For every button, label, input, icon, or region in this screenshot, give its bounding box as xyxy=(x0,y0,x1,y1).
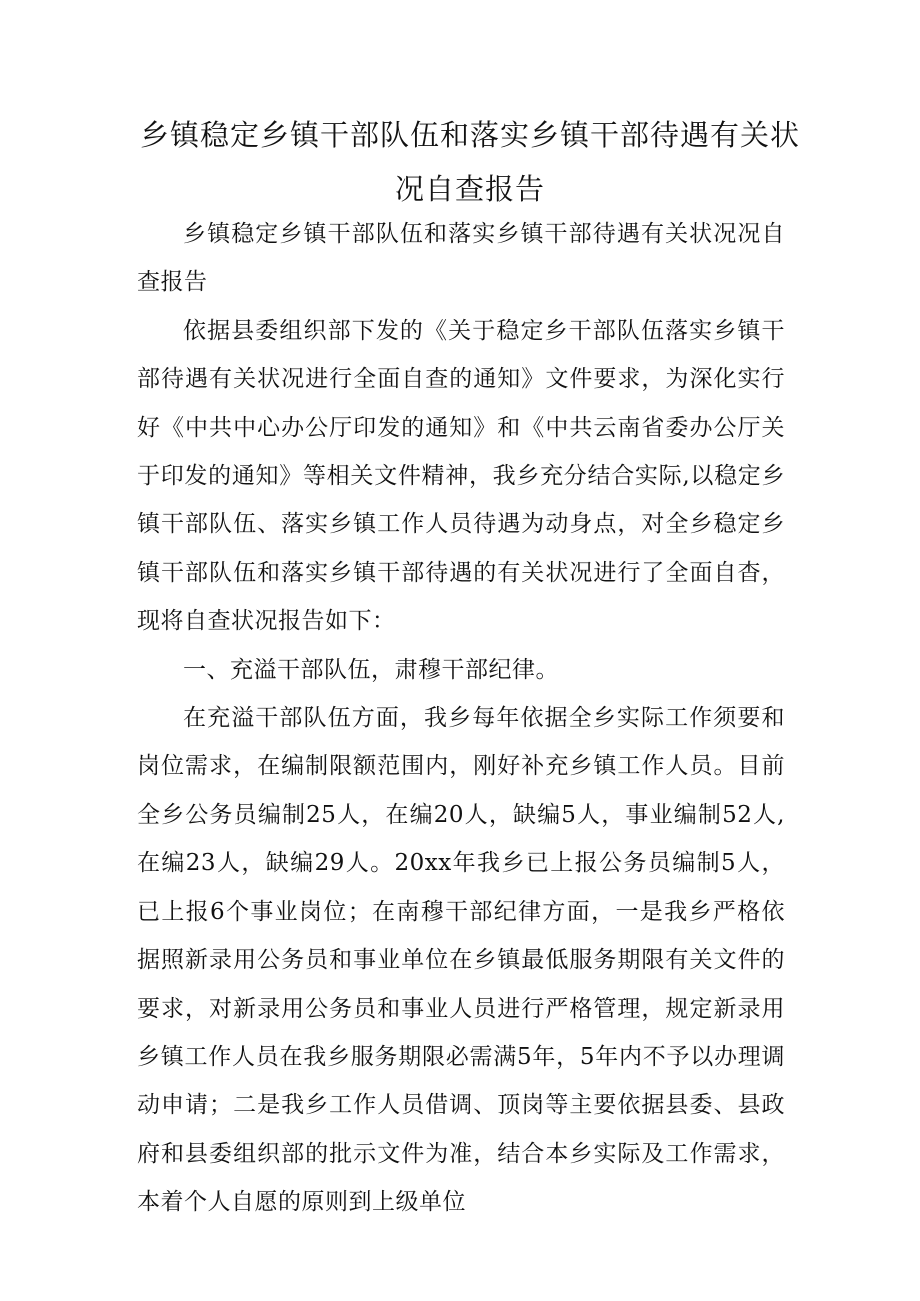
paragraph-intro: 依据县委组织部下发的《关于稳定乡干部队伍落实乡镇干部待遇有关状况进行全面自查的通知》文件要求，为深化实行好《中共中心办公厅印发的通知》和《中共云南省委办公厅关于印发的通知》等相关文件精神，我乡充分结合实际,以稳定乡镇干部队伍、落实乡镇工作人员待遇为动身点，对全乡稳定乡镇干部队伍和落实乡镇干部待遇的有关状况进行了全面自杳，现将自查状况报告如下： xyxy=(137,317,785,635)
document-title: 乡镇稳定乡镇干部队伍和落实乡镇干部待遇有关状况自查报告 xyxy=(139,118,800,206)
section-heading-1: 一、充溢干部队伍，肃穆干部纪律。 xyxy=(183,656,559,683)
paragraph-subtitle: 乡镇稳定乡镇干部队伍和落实乡镇干部待遇有关状况况自查报告 xyxy=(137,221,785,296)
paragraph-section-1: 在充溢干部队伍方面，我乡每年依据全乡实际工作须要和岗位需求，在编制限额范围内，刚好补充乡镇工作人员。目前全乡公务员编制25人，在编20人，缺编5人，事业编制52人,在编23人，缺编29人。20xx年我乡已上报公务员编制5人，已上报6个事业岗位；在南穆干部纪律方面，一是我乡严格依据照新录用公务员和事业单位在乡镇最低服务期限有关文件的要求，对新录用公务员和事业人员进行严格管理，规定新录用乡镇工作人员在我乡服务期限必需满5年，5年内不予以办理调动申请；二是我乡工作人员借调、顶岗等主要依据县委、县政府和县委组织部的批示文件为准，结合本乡实际及工作需求，本着个人自愿的原则到上级单位 xyxy=(137,705,785,1216)
document-body xyxy=(137,210,785,1227)
